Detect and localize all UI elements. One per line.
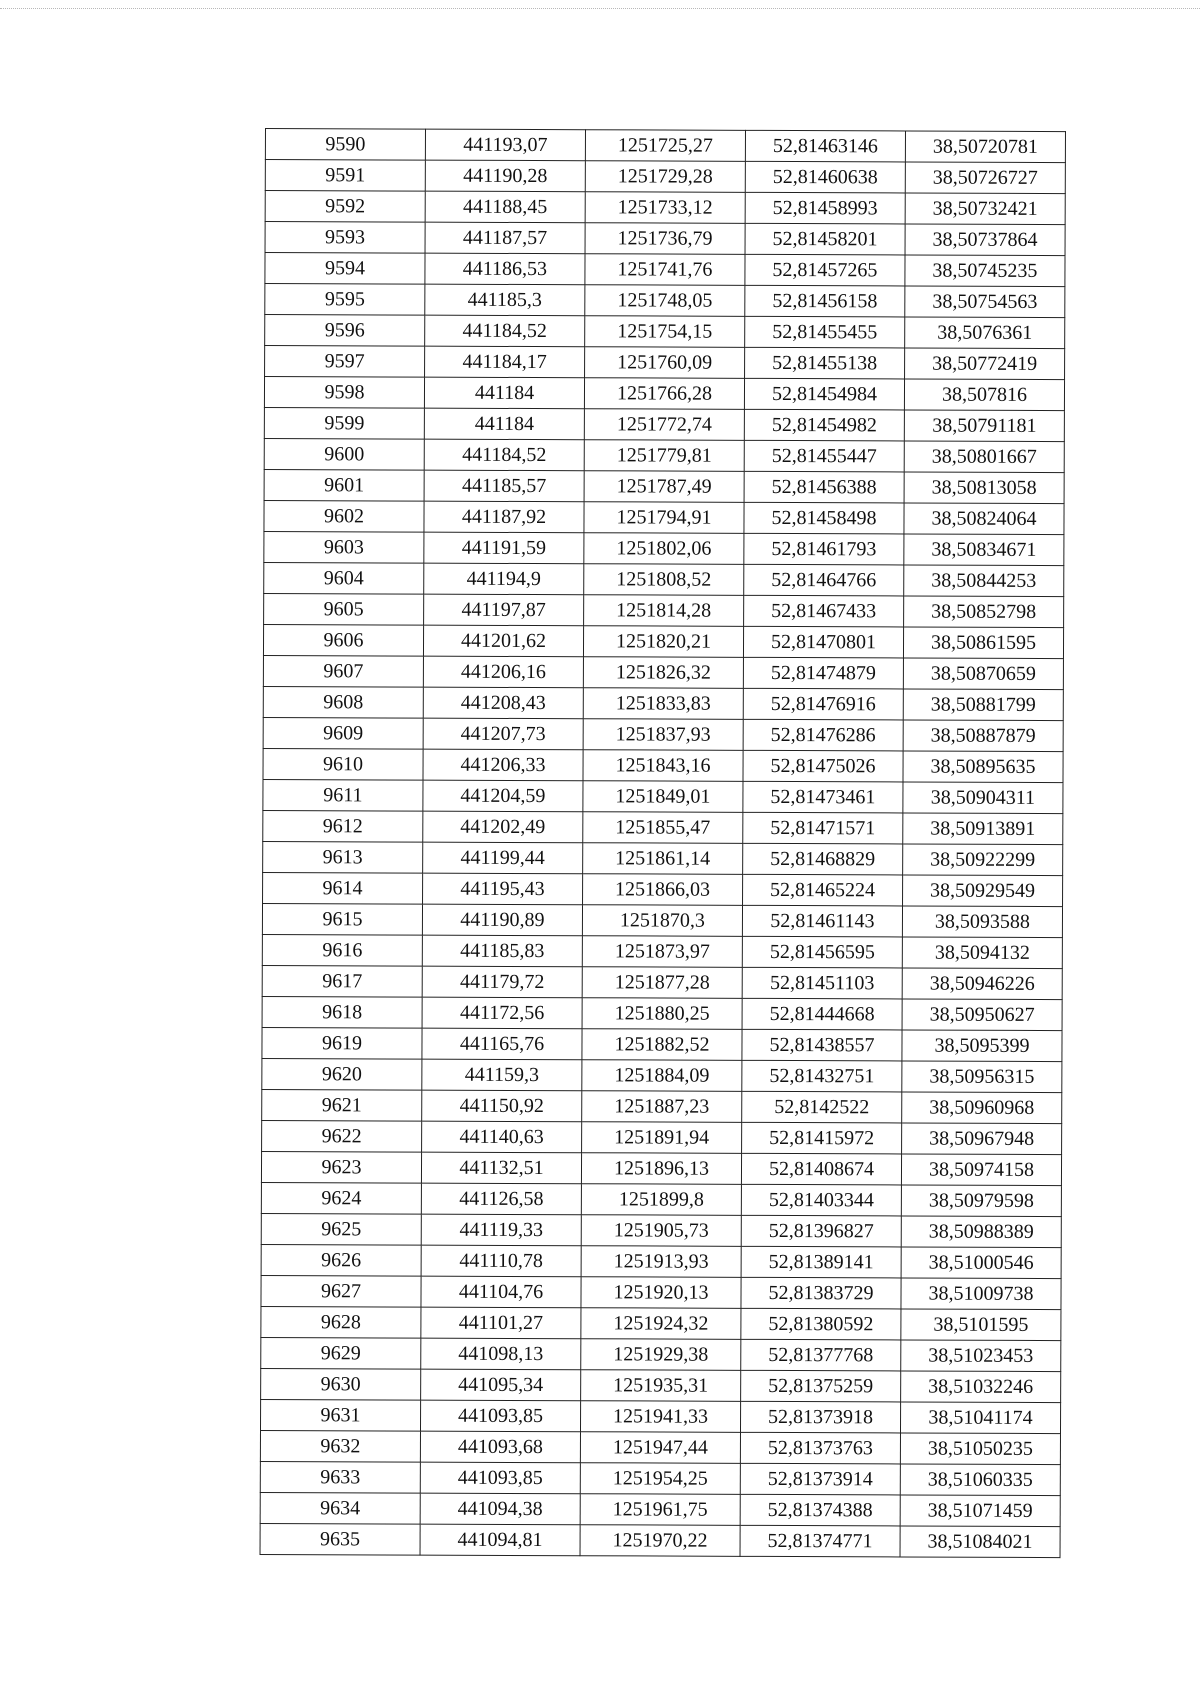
coord-y-cell: 1251970,22: [580, 1525, 740, 1557]
coord-x-cell: 441104,76: [421, 1276, 581, 1308]
coord-x-cell: 441094,81: [420, 1524, 580, 1556]
coord-x-cell: 441150,92: [422, 1090, 582, 1122]
latitude-cell: 52,81415972: [742, 1122, 902, 1154]
latitude-cell: 52,81464766: [744, 564, 904, 596]
point-number-cell: 9624: [261, 1182, 421, 1214]
latitude-cell: 52,81375259: [741, 1370, 901, 1402]
point-number-cell: 9614: [263, 872, 423, 904]
point-number-cell: 9602: [264, 500, 424, 532]
point-number-cell: 9598: [264, 377, 424, 409]
latitude-cell: 52,81455447: [744, 440, 904, 472]
latitude-cell: 52,81458993: [745, 192, 905, 224]
coord-y-cell: 1251748,05: [585, 285, 745, 317]
coord-y-cell: 1251754,15: [585, 316, 745, 348]
point-number-cell: 9611: [263, 779, 423, 811]
longitude-cell: 38,507816: [904, 379, 1064, 411]
latitude-cell: 52,81396827: [741, 1215, 901, 1247]
coord-y-cell: 1251877,28: [582, 967, 742, 999]
point-number-cell: 9623: [261, 1151, 421, 1183]
coord-y-cell: 1251760,09: [585, 347, 745, 379]
table-row: [263, 686, 1063, 720]
latitude-cell: 52,8142522: [742, 1091, 902, 1123]
coord-x-cell: 441126,58: [421, 1183, 581, 1215]
point-number-cell: 9597: [265, 346, 425, 378]
point-number-cell: 9595: [265, 284, 425, 316]
coord-x-cell: 441179,72: [422, 966, 582, 998]
coord-x-cell: 441159,3: [422, 1059, 582, 1091]
longitude-cell: 38,51032246: [901, 1371, 1061, 1403]
coord-y-cell: 1251729,28: [585, 161, 745, 193]
table-row: [262, 1089, 1062, 1123]
table-row: [265, 160, 1065, 194]
coord-y-cell: 1251961,75: [580, 1494, 740, 1526]
latitude-cell: 52,81374388: [740, 1494, 900, 1526]
longitude-cell: 38,51060335: [900, 1464, 1060, 1496]
longitude-cell: 38,50950627: [902, 999, 1062, 1031]
coord-x-cell: 441185,83: [422, 935, 582, 967]
coord-y-cell: 1251935,31: [581, 1370, 741, 1402]
table-row: [263, 655, 1063, 689]
coord-x-cell: 441187,92: [424, 501, 584, 533]
point-number-cell: 9633: [260, 1461, 420, 1493]
latitude-cell: 52,81463146: [745, 130, 905, 162]
coord-x-cell: 441199,44: [423, 842, 583, 874]
point-number-cell: 9628: [261, 1306, 421, 1338]
latitude-cell: 52,81451103: [742, 967, 902, 999]
coord-y-cell: 1251787,49: [584, 471, 744, 503]
coord-y-cell: 1251905,73: [581, 1215, 741, 1247]
longitude-cell: 38,50881799: [903, 689, 1063, 721]
table-row: [262, 903, 1062, 937]
longitude-cell: 38,50813058: [904, 472, 1064, 504]
table-row: [265, 191, 1065, 225]
latitude-cell: 52,81458201: [745, 223, 905, 255]
latitude-cell: 52,81476286: [743, 719, 903, 751]
latitude-cell: 52,81467433: [744, 595, 904, 627]
coord-x-cell: 441172,56: [422, 997, 582, 1029]
coord-x-cell: 441206,33: [423, 749, 583, 781]
coord-y-cell: 1251733,12: [585, 192, 745, 224]
table-row: [264, 593, 1064, 627]
longitude-cell: 38,51050235: [900, 1433, 1060, 1465]
longitude-cell: 38,50988389: [901, 1216, 1061, 1248]
coord-y-cell: 1251887,23: [582, 1091, 742, 1123]
latitude-cell: 52,81458498: [744, 502, 904, 534]
table-row: [265, 129, 1065, 163]
coord-y-cell: 1251843,16: [583, 750, 743, 782]
point-number-cell: 9605: [264, 593, 424, 625]
longitude-cell: 38,50801667: [904, 441, 1064, 473]
point-number-cell: 9596: [265, 315, 425, 347]
longitude-cell: 38,50887879: [903, 720, 1063, 752]
longitude-cell: 38,50824064: [904, 503, 1064, 535]
latitude-cell: 52,81373763: [740, 1432, 900, 1464]
latitude-cell: 52,81474879: [743, 657, 903, 689]
table-row: [260, 1399, 1060, 1433]
point-number-cell: 9593: [265, 222, 425, 254]
point-number-cell: 9600: [264, 438, 424, 470]
coord-x-cell: 441206,16: [423, 656, 583, 688]
point-number-cell: 9616: [262, 934, 422, 966]
latitude-cell: 52,81432751: [742, 1060, 902, 1092]
latitude-cell: 52,81438557: [742, 1029, 902, 1061]
table-row: [263, 748, 1063, 782]
coord-y-cell: 1251766,28: [584, 378, 744, 410]
latitude-cell: 52,81455455: [745, 316, 905, 348]
point-number-cell: 9626: [261, 1244, 421, 1276]
longitude-cell: 38,51023453: [901, 1340, 1061, 1372]
longitude-cell: 38,50895635: [903, 751, 1063, 783]
coord-y-cell: 1251866,03: [583, 874, 743, 906]
table-row: [263, 779, 1063, 813]
coord-x-cell: 441190,28: [425, 160, 585, 192]
coord-x-cell: 441204,59: [423, 780, 583, 812]
table-row: [264, 531, 1064, 565]
point-number-cell: 9622: [262, 1120, 422, 1152]
longitude-cell: 38,50922299: [903, 844, 1063, 876]
coord-y-cell: 1251954,25: [580, 1463, 740, 1495]
latitude-cell: 52,81470801: [743, 626, 903, 658]
longitude-cell: 38,50852798: [904, 596, 1064, 628]
table-row: [263, 624, 1063, 658]
table-row: [264, 469, 1064, 503]
table-row: [261, 1244, 1061, 1278]
point-number-cell: 9610: [263, 748, 423, 780]
coord-x-cell: 441208,43: [423, 687, 583, 719]
latitude-cell: 52,81460638: [745, 161, 905, 193]
coord-x-cell: 441110,78: [421, 1245, 581, 1277]
coord-x-cell: 441202,49: [423, 811, 583, 843]
longitude-cell: 38,5076361: [905, 317, 1065, 349]
latitude-cell: 52,81444668: [742, 998, 902, 1030]
latitude-cell: 52,81468829: [743, 843, 903, 875]
latitude-cell: 52,81456595: [742, 936, 902, 968]
table-row: [262, 996, 1062, 1030]
latitude-cell: 52,81461143: [742, 905, 902, 937]
point-number-cell: 9627: [261, 1275, 421, 1307]
point-number-cell: 9594: [265, 253, 425, 285]
longitude-cell: 38,50834671: [904, 534, 1064, 566]
coord-x-cell: 441186,53: [425, 253, 585, 285]
coord-y-cell: 1251802,06: [584, 533, 744, 565]
table-row: [261, 1213, 1061, 1247]
coord-x-cell: 441191,59: [424, 532, 584, 564]
latitude-cell: 52,81454982: [744, 409, 904, 441]
coord-x-cell: 441195,43: [423, 873, 583, 905]
longitude-cell: 38,50929549: [903, 875, 1063, 907]
coord-x-cell: 441095,34: [421, 1369, 581, 1401]
point-number-cell: 9620: [262, 1058, 422, 1090]
coord-x-cell: 441185,57: [424, 470, 584, 502]
point-number-cell: 9615: [262, 903, 422, 935]
latitude-cell: 52,81374771: [740, 1525, 900, 1557]
point-number-cell: 9625: [261, 1213, 421, 1245]
longitude-cell: 38,50754563: [905, 286, 1065, 318]
coord-y-cell: 1251920,13: [581, 1277, 741, 1309]
point-number-cell: 9601: [264, 469, 424, 501]
latitude-cell: 52,81455138: [745, 347, 905, 379]
table-row: [262, 1120, 1062, 1154]
table-row: [260, 1523, 1060, 1557]
coord-x-cell: 441193,07: [425, 129, 585, 161]
table-row: [262, 934, 1062, 968]
table-row: [261, 1151, 1061, 1185]
table-row: [265, 222, 1065, 256]
coord-y-cell: 1251826,32: [583, 657, 743, 689]
latitude-cell: 52,81465224: [743, 874, 903, 906]
coord-y-cell: 1251808,52: [584, 564, 744, 596]
coord-y-cell: 1251849,01: [583, 781, 743, 813]
coord-y-cell: 1251736,79: [585, 223, 745, 255]
longitude-cell: 38,50772419: [905, 348, 1065, 380]
latitude-cell: 52,81373914: [740, 1463, 900, 1495]
point-number-cell: 9613: [263, 841, 423, 873]
coord-y-cell: 1251929,38: [581, 1339, 741, 1371]
longitude-cell: 38,50946226: [902, 968, 1062, 1000]
coord-y-cell: 1251891,94: [582, 1122, 742, 1154]
coord-y-cell: 1251924,32: [581, 1308, 741, 1340]
longitude-cell: 38,51084021: [900, 1526, 1060, 1558]
point-number-cell: 9635: [260, 1523, 420, 1555]
longitude-cell: 38,50791181: [904, 410, 1064, 442]
point-number-cell: 9591: [265, 160, 425, 192]
coord-y-cell: 1251896,13: [581, 1153, 741, 1185]
coord-x-cell: 441140,63: [422, 1121, 582, 1153]
point-number-cell: 9606: [263, 624, 423, 656]
coord-x-cell: 441165,76: [422, 1028, 582, 1060]
longitude-cell: 38,5101595: [901, 1309, 1061, 1341]
point-number-cell: 9603: [264, 531, 424, 563]
point-number-cell: 9599: [264, 407, 424, 439]
latitude-cell: 52,81475026: [743, 750, 903, 782]
latitude-cell: 52,81471571: [743, 812, 903, 844]
table-row: [260, 1430, 1060, 1464]
table-row: [264, 438, 1064, 472]
coord-y-cell: 1251741,76: [585, 254, 745, 286]
coord-x-cell: 441184,52: [424, 439, 584, 471]
coord-x-cell: 441194,9: [424, 563, 584, 595]
latitude-cell: 52,81476916: [743, 688, 903, 720]
point-number-cell: 9607: [263, 655, 423, 687]
table-row: [265, 284, 1065, 318]
latitude-cell: 52,81377768: [741, 1339, 901, 1371]
table-row: [262, 965, 1062, 999]
longitude-cell: 38,50745235: [905, 255, 1065, 287]
coord-y-cell: 1251820,21: [583, 626, 743, 658]
coord-x-cell: 441119,33: [421, 1214, 581, 1246]
point-number-cell: 9632: [260, 1430, 420, 1462]
longitude-cell: 38,50979598: [901, 1185, 1061, 1217]
longitude-cell: 38,50904311: [903, 782, 1063, 814]
coord-y-cell: 1251882,52: [582, 1029, 742, 1061]
longitude-cell: 38,51041174: [900, 1402, 1060, 1434]
longitude-cell: 38,50737864: [905, 224, 1065, 256]
longitude-cell: 38,50726727: [905, 162, 1065, 194]
coord-y-cell: 1251772,74: [584, 409, 744, 441]
table-row: [264, 377, 1064, 411]
longitude-cell: 38,50870659: [903, 658, 1063, 690]
latitude-cell: 52,81461793: [744, 533, 904, 565]
coord-x-cell: 441094,38: [420, 1493, 580, 1525]
longitude-cell: 38,50844253: [904, 565, 1064, 597]
table-row: [264, 407, 1064, 441]
point-number-cell: 9612: [263, 810, 423, 842]
coord-x-cell: 441132,51: [421, 1152, 581, 1184]
coord-y-cell: 1251794,91: [584, 502, 744, 534]
coord-y-cell: 1251899,8: [581, 1184, 741, 1216]
longitude-cell: 38,50967948: [902, 1123, 1062, 1155]
coord-x-cell: 441093,68: [420, 1431, 580, 1463]
point-number-cell: 9609: [263, 717, 423, 749]
latitude-cell: 52,81408674: [741, 1153, 901, 1185]
coord-y-cell: 1251861,14: [583, 843, 743, 875]
coord-y-cell: 1251880,25: [582, 998, 742, 1030]
point-number-cell: 9629: [261, 1337, 421, 1369]
table-row: [261, 1306, 1061, 1340]
coord-x-cell: 441185,3: [425, 284, 585, 316]
coord-y-cell: 1251941,33: [580, 1401, 740, 1433]
point-number-cell: 9619: [262, 1027, 422, 1059]
point-number-cell: 9604: [264, 562, 424, 594]
longitude-cell: 38,5095399: [902, 1030, 1062, 1062]
longitude-cell: 38,50974158: [901, 1154, 1061, 1186]
coord-x-cell: 441098,13: [421, 1338, 581, 1370]
table-row: [265, 346, 1065, 380]
point-number-cell: 9618: [262, 996, 422, 1028]
longitude-cell: 38,5093588: [902, 906, 1062, 938]
coord-x-cell: 441093,85: [420, 1400, 580, 1432]
point-number-cell: 9617: [262, 965, 422, 997]
scan-top-edge: [0, 8, 1200, 9]
latitude-cell: 52,81457265: [745, 254, 905, 286]
point-number-cell: 9631: [260, 1399, 420, 1431]
table-row: [263, 810, 1063, 844]
table-row: [263, 841, 1063, 875]
table-row: [261, 1368, 1061, 1402]
latitude-cell: 52,81454984: [744, 378, 904, 410]
coord-y-cell: 1251913,93: [581, 1246, 741, 1278]
coord-x-cell: 441184,17: [425, 346, 585, 378]
longitude-cell: 38,51000546: [901, 1247, 1061, 1279]
longitude-cell: 38,50913891: [903, 813, 1063, 845]
table-row: [260, 1461, 1060, 1495]
latitude-cell: 52,81383729: [741, 1277, 901, 1309]
table-row: [264, 562, 1064, 596]
coord-y-cell: 1251814,28: [584, 595, 744, 627]
longitude-cell: 38,50861595: [903, 627, 1063, 659]
table-row: [265, 253, 1065, 287]
coord-x-cell: 441188,45: [425, 191, 585, 223]
point-number-cell: 9621: [262, 1089, 422, 1121]
coord-y-cell: 1251873,97: [582, 936, 742, 968]
longitude-cell: 38,51071459: [900, 1495, 1060, 1527]
coord-y-cell: 1251779,81: [584, 440, 744, 472]
table-row: [263, 717, 1063, 751]
table-row: [265, 315, 1065, 349]
longitude-cell: 38,51009738: [901, 1278, 1061, 1310]
latitude-cell: 52,81380592: [741, 1308, 901, 1340]
latitude-cell: 52,81456158: [745, 285, 905, 317]
coord-y-cell: 1251855,47: [583, 812, 743, 844]
point-number-cell: 9634: [260, 1492, 420, 1524]
latitude-cell: 52,81389141: [741, 1246, 901, 1278]
coord-x-cell: 441201,62: [423, 625, 583, 657]
latitude-cell: 52,81456388: [744, 471, 904, 503]
table-row: [263, 872, 1063, 906]
latitude-cell: 52,81403344: [741, 1184, 901, 1216]
table-row: [261, 1182, 1061, 1216]
table-row: [261, 1337, 1061, 1371]
coord-y-cell: 1251884,09: [582, 1060, 742, 1092]
point-number-cell: 9590: [265, 129, 425, 161]
coord-x-cell: 441207,73: [423, 718, 583, 750]
point-number-cell: 9592: [265, 191, 425, 223]
coord-y-cell: 1251725,27: [585, 130, 745, 162]
longitude-cell: 38,50732421: [905, 193, 1065, 225]
coord-x-cell: 441184: [424, 377, 584, 409]
coord-x-cell: 441184: [424, 408, 584, 440]
table-row: [264, 500, 1064, 534]
longitude-cell: 38,50956315: [902, 1061, 1062, 1093]
latitude-cell: 52,81373918: [740, 1401, 900, 1433]
point-number-cell: 9608: [263, 686, 423, 718]
coord-x-cell: 441101,27: [421, 1307, 581, 1339]
coord-x-cell: 441187,57: [425, 222, 585, 254]
longitude-cell: 38,50720781: [905, 131, 1065, 163]
longitude-cell: 38,5094132: [902, 937, 1062, 969]
coord-y-cell: 1251870,3: [582, 905, 742, 937]
latitude-cell: 52,81473461: [743, 781, 903, 813]
table-row: [260, 1492, 1060, 1526]
longitude-cell: 38,50960968: [902, 1092, 1062, 1124]
coord-y-cell: 1251947,44: [580, 1432, 740, 1464]
coord-y-cell: 1251837,93: [583, 719, 743, 751]
table-row: [261, 1275, 1061, 1309]
table-row: [262, 1058, 1062, 1092]
coord-x-cell: 441190,89: [422, 904, 582, 936]
coordinates-table-body: [260, 129, 1065, 1558]
point-number-cell: 9630: [261, 1368, 421, 1400]
coord-x-cell: 441184,52: [425, 315, 585, 347]
coord-x-cell: 441093,85: [420, 1462, 580, 1494]
coord-x-cell: 441197,87: [424, 594, 584, 626]
table-row: [262, 1027, 1062, 1061]
coord-y-cell: 1251833,83: [583, 688, 743, 720]
coordinates-table: [260, 128, 1066, 1558]
